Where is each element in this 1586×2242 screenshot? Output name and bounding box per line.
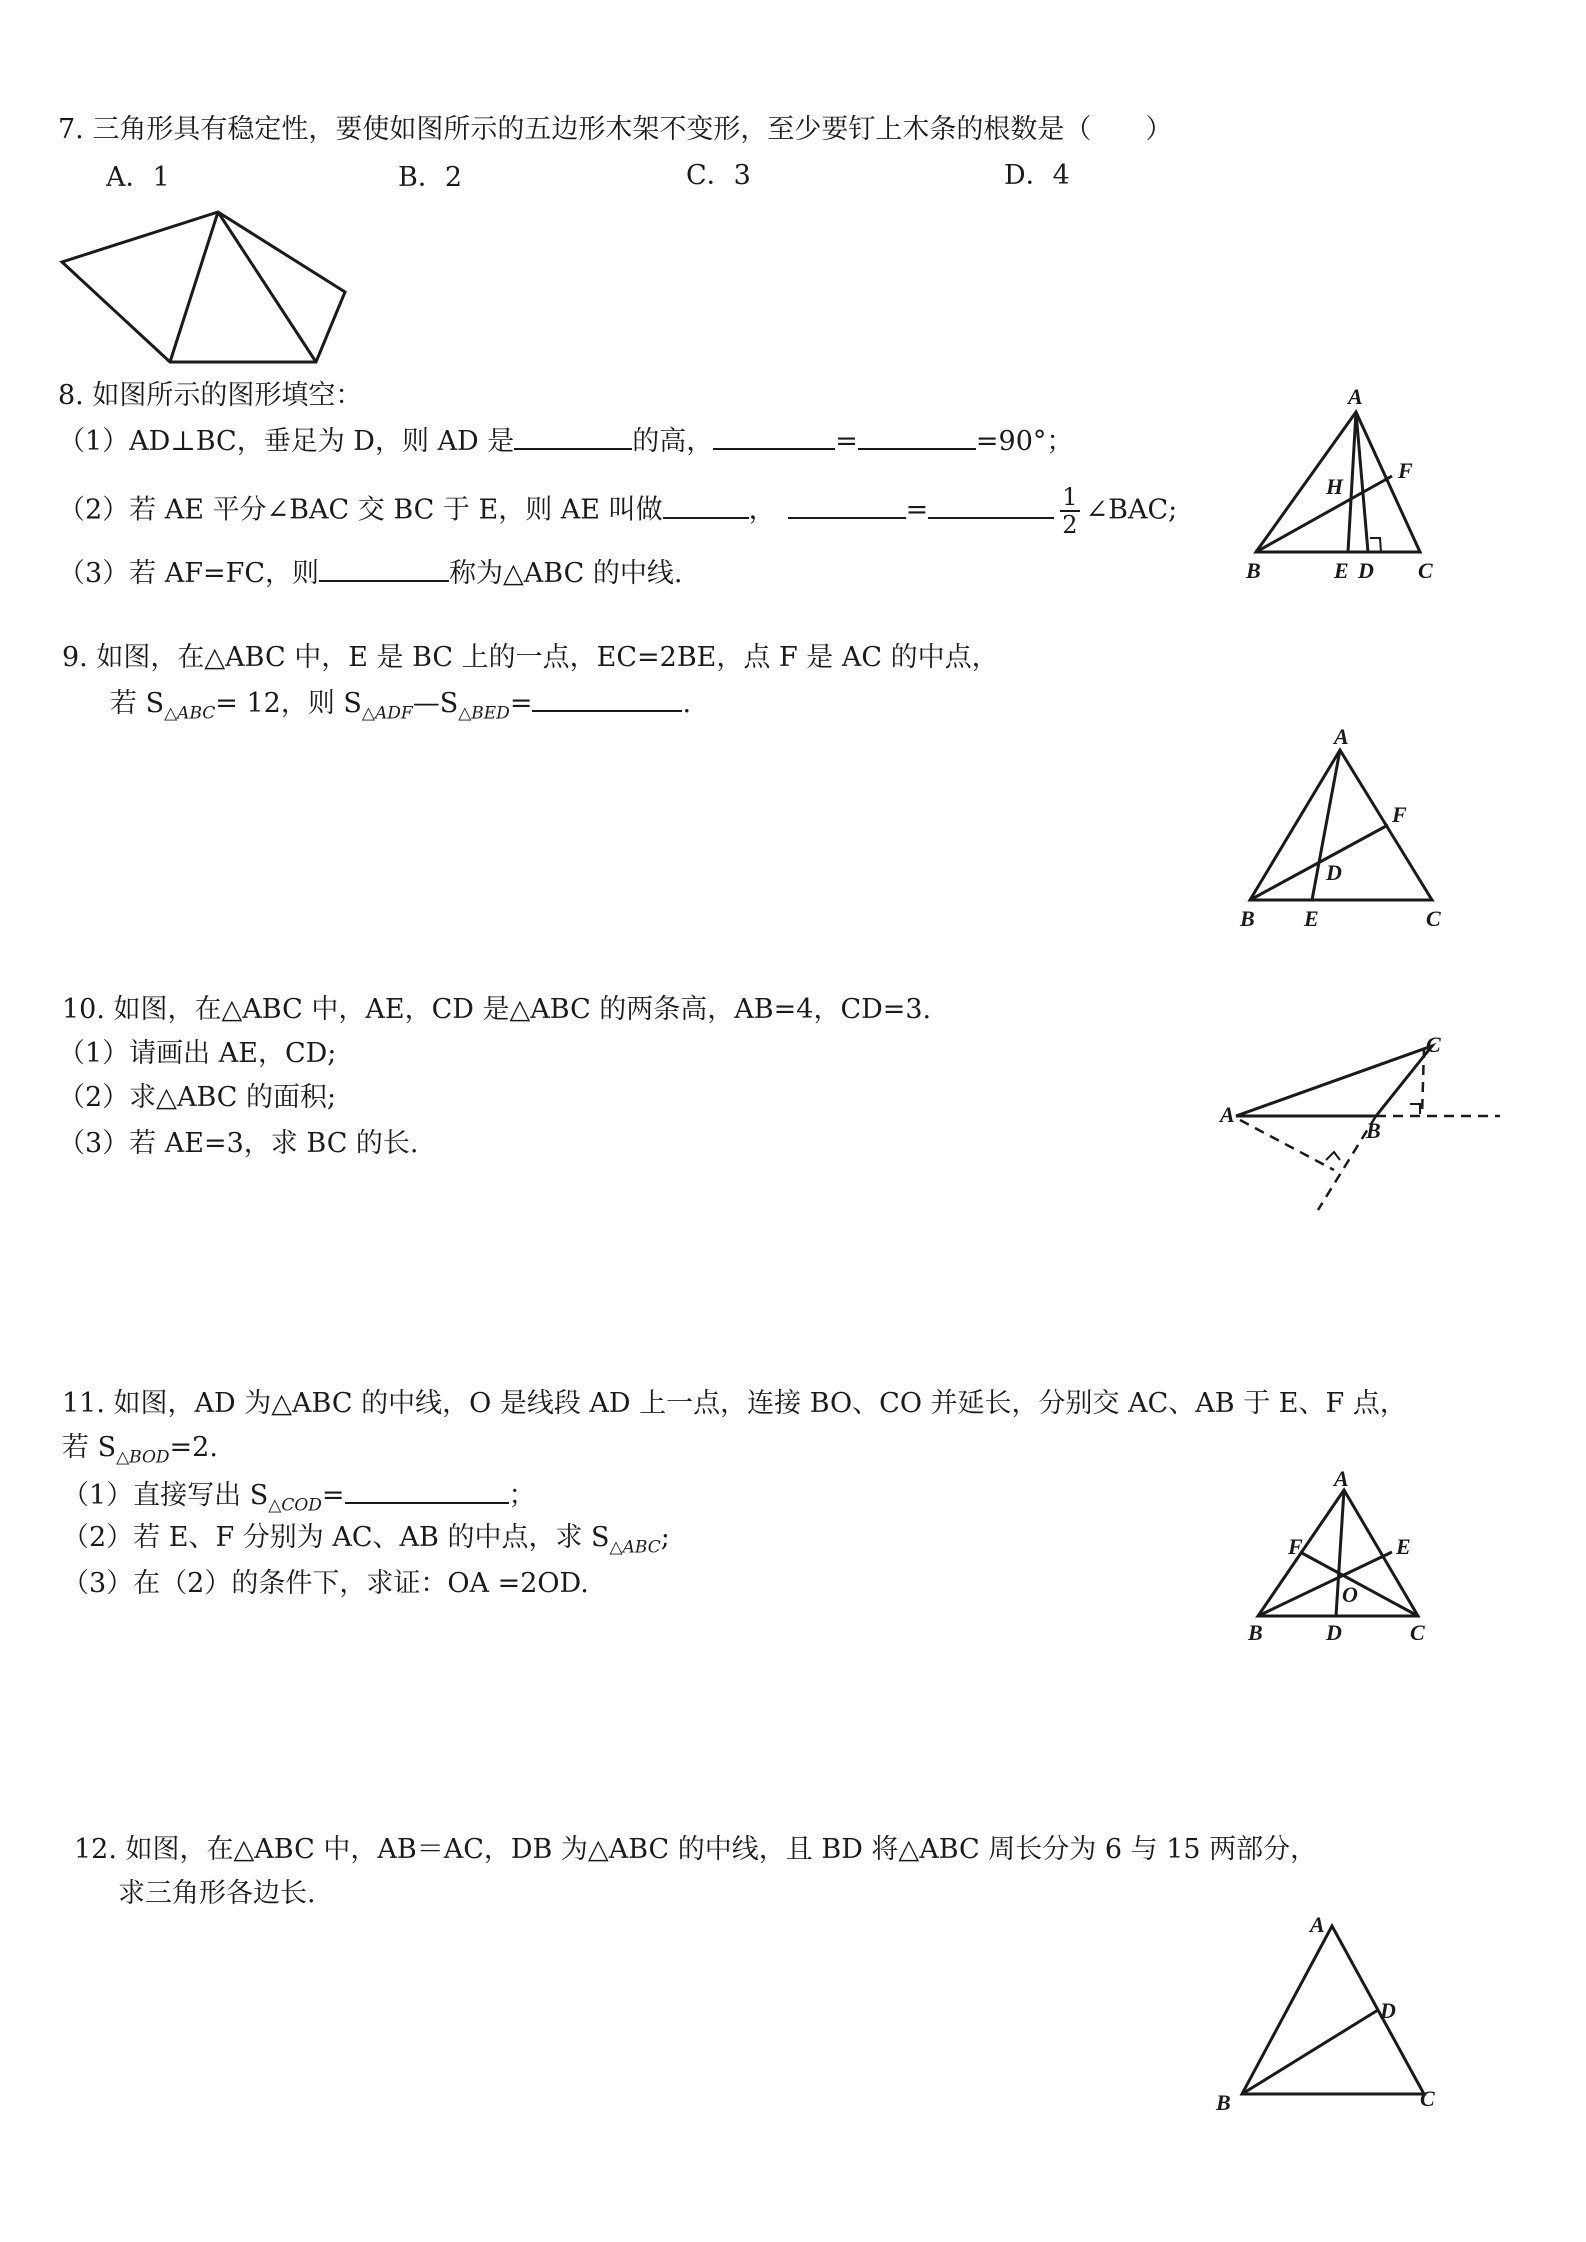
q8-p1-text-c: = [835,426,858,457]
q8-blank-7[interactable] [319,554,449,582]
q9-answer-blank[interactable] [532,684,682,712]
q11-label-c: C [1410,1620,1425,1645]
q9-label-d: D [1326,860,1342,885]
q8-label-c: C [1418,558,1433,583]
q8-p3-text-a: （3）若 AF=FC，则 [58,558,320,589]
q10-altitude-ae [1240,1120,1334,1170]
q11-p2-text-b: ; [660,1522,670,1553]
q10-label-c: C [1426,1032,1441,1057]
q10-part3: （3）若 AE=3，求 BC 的长. [58,1128,419,1159]
q8-blank-4[interactable] [663,491,749,519]
q8-altitude-ad [1356,412,1368,552]
q10-label-b: B [1366,1118,1381,1143]
q7-diagonal-2 [218,212,316,362]
q11-label-o: O [1342,1582,1358,1607]
q11-line1: 11. 如图，AD 为△ABC 的中线，O 是线段 AD 上一点，连接 BO、CO 并延长，分别交 AC、AB 于 E、F 点， [62,1388,1407,1419]
q10-right-angle-e [1326,1152,1340,1160]
q9-text-e: . [682,688,692,719]
q11-p2-text-a: （2）若 E、F 分别为 AC、AB 的中点，求 S [62,1522,610,1553]
q12-triangle-abc [1242,1926,1424,2094]
q8-p1-text-a: （1）AD⊥BC，垂足为 D，则 AD 是 [58,426,515,457]
q8-p1-text-d: =90°； [975,426,1074,457]
q8-p2-text-d: ∠BAC; [1085,494,1178,526]
q8-label-d: D [1358,558,1374,583]
q9-text-a: 若 S [110,688,165,719]
q11-p1-text-a: （1）直接写出 S [62,1480,269,1511]
q9-text-d: = [509,688,533,719]
q8-half-fraction [1060,484,1079,538]
q8-blank-5[interactable] [788,491,906,519]
q12-label-a: A [1310,1912,1325,1937]
q7-option-d: D．4 [1004,160,1070,191]
q8-part1 [58,422,1073,460]
q11-sub-abc: △ABC [609,1537,661,1558]
q8-blank-3[interactable] [858,422,976,450]
q11-sub-bod: △BOD [116,1447,170,1468]
q8-p3-text-b: 称为△ABC 的中线. [449,558,683,589]
q9-sub-bed: △BED [458,703,510,724]
q10-right-angle-d [1410,1104,1420,1114]
q11-label-f: F [1288,1534,1303,1559]
q8-part3 [58,554,682,592]
q11-segment-be [1258,1552,1392,1616]
q9-line1: 9. 如图，在△ABC 中，E 是 BC 上的一点，EC=2BE，点 F 是 AC 的中点， [62,642,999,673]
q8-part2 [58,484,1177,538]
q8-blank-6[interactable] [928,491,1054,519]
q7-option-b: B．2 [398,162,463,193]
q12-label-b: B [1216,2090,1231,2115]
q9-label-c: C [1426,906,1441,931]
q8-label-b: B [1246,558,1261,583]
q8-blank-1[interactable] [514,422,632,450]
q11-label-b: B [1248,1620,1263,1645]
q11-part1 [62,1476,536,1523]
q10-altitude-cd [1422,1048,1424,1116]
q12-label-d: D [1380,1998,1396,2023]
q10-line1: 10. 如图，在△ABC 中，AE，CD 是△ABC 的两条高，AB=4，CD=3. [62,994,932,1025]
q8-frac-den: 2 [1062,511,1078,539]
q12-line2: 求三角形各边长. [118,1878,316,1909]
q9-triangle-abc [1250,750,1432,900]
q8-bisector-ae [1348,412,1356,552]
q11-p1-text-c: ； [508,1480,536,1511]
q8-label-a: A [1348,384,1363,409]
q11-sub-cod: △COD [268,1495,322,1516]
q11-p1-text-b: = [321,1480,345,1511]
q9-sub-adf: △ADF [361,703,413,724]
q8-label-h: H [1326,474,1344,499]
q8-right-angle-mark [1370,538,1381,552]
q7-option-a: A．1 [106,162,170,193]
q11-label-d: D [1326,1620,1342,1645]
q11-part2 [62,1520,670,1565]
q7-pentagon [62,212,345,362]
q11-median-ad [1336,1490,1344,1616]
q9-text-b: = 12，则 S [215,688,362,719]
q11-segment-cf [1300,1552,1418,1616]
q9-label-b: B [1240,906,1255,931]
q11-text-b: =2. [169,1432,218,1463]
q11-line2 [62,1430,218,1475]
q9-label-f: F [1392,802,1407,827]
q8-p2-text-c: = [905,494,929,526]
q12-label-c: C [1420,2086,1435,2111]
q10-part2: （2）求△ABC 的面积; [58,1082,337,1113]
q8-blank-2[interactable] [713,422,835,450]
q11-part3: （3）在（2）的条件下，求证：OA =2OD. [62,1568,589,1599]
q10-triangle-abc [1236,1046,1432,1116]
q12-line1: 12. 如图，在△ABC 中，AB＝AC，DB 为△ABC 的中线，且 BD 将△ABC 周长分为 6 与 15 两部分， [74,1834,1318,1865]
q11-label-e: E [1396,1534,1411,1559]
q8-p2-text-a: （2）若 AE 平分∠BAC 交 BC 于 E，则 AE 叫做 [58,494,663,526]
q11-label-a: A [1334,1466,1349,1491]
q10-part1: （1）请画出 AE，CD; [58,1038,337,1069]
q7-option-c: C．3 [686,160,751,191]
q9-sub-abc: △ABC [164,703,216,724]
q9-segment-ae [1312,750,1340,900]
q8-title: 8. 如图所示的图形填空： [58,380,363,411]
q12-median-bd [1242,2010,1378,2094]
q11-answer-blank[interactable] [345,1476,509,1504]
q7-diagonal-1 [170,212,218,362]
q9-line2 [110,684,691,731]
q11-text-a: 若 S [62,1432,117,1463]
q9-text-c: —S [412,688,459,719]
q10-label-a: A [1220,1102,1235,1127]
q11-triangle-abc [1258,1490,1418,1616]
q8-p1-text-b: 的高， [632,426,714,457]
q7-text: 7. 三角形具有稳定性，要使如图所示的五边形木架不变形，至少要钉上木条的根数是（ ） [58,114,1173,145]
q8-label-e: E [1334,558,1349,583]
q8-triangle-abc [1256,412,1420,552]
q10-extended-cb [1318,1116,1376,1210]
q8-median-bf [1256,476,1392,552]
q8-label-f: F [1398,458,1413,483]
q9-segment-bf [1250,825,1388,900]
q8-p2-text-b: ， [748,494,776,526]
q9-label-a: A [1334,724,1349,749]
q9-label-e: E [1304,906,1319,931]
q8-frac-num: 1 [1062,483,1078,511]
